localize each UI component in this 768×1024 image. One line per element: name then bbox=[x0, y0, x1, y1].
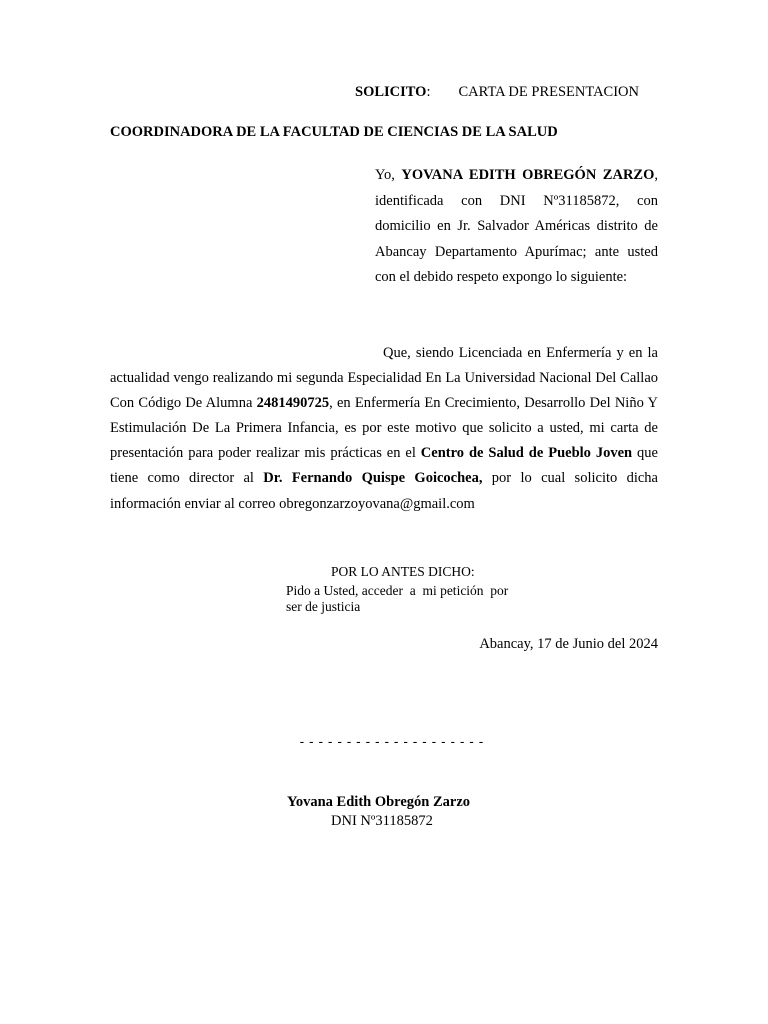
body-part-1: Que, siendo Licenciada en Enfermería y en la actualidad vengo realizando mi segunda Especialidad En La Universidad Nacional Del Callao Con Código De Alumna bbox=[110, 345, 658, 412]
closing-request bbox=[286, 583, 554, 614]
body-paragraph bbox=[110, 341, 658, 517]
solicito-value: CARTA DE PRESENTACION bbox=[458, 84, 639, 100]
signer-name: Yovana Edith Obregón Zarzo bbox=[287, 794, 471, 810]
body-part-3: que tiene como director al bbox=[110, 445, 658, 487]
closing-request-line-2: ser de justicia bbox=[286, 598, 361, 614]
closing-heading: POR LO ANTES DICHO: bbox=[331, 564, 475, 579]
signer-dni: DNI Nº31185872 bbox=[331, 813, 433, 829]
closing-request-line-1: Pido a Usted, acceder a mi petición por bbox=[286, 583, 509, 598]
director-name: Dr. Fernando Quispe Goicochea, bbox=[263, 470, 483, 487]
health-center-name: Centro de Salud de Pueblo Joven bbox=[420, 445, 633, 462]
addressee: COORDINADORA DE LA FACULTAD DE CIENCIAS DE LA SALUD bbox=[110, 124, 558, 140]
intro-rest: , identificada con DNI Nº31185872, con domicilio en Jr. Salvador Américas distrito de Abancay Departamento Apurímac; ante usted con el debido respeto expongo lo siguiente: bbox=[375, 167, 658, 285]
place-date: Abancay, 17 de Junio del 2024 bbox=[479, 636, 658, 652]
applicant-name: YOVANA EDITH OBREGÓN ZARZO bbox=[401, 167, 655, 183]
intro-yo: Yo, bbox=[375, 167, 402, 183]
solicito-label: SOLICITO bbox=[355, 84, 427, 100]
body-part-4: por lo cual solicito dicha información enviar al correo obregonzarzoyovana@gmail.com bbox=[110, 470, 658, 512]
intro-paragraph bbox=[375, 163, 658, 291]
signature-line: -------------------- bbox=[298, 735, 487, 750]
body-part-2: , en Enfermería En Crecimiento, Desarrollo Del Niño Y Estimulación De La Primera Infancia, es por este motivo que solicito a usted, mi carta de presentación para poder realizar mis prácticas en el bbox=[110, 395, 658, 462]
solicito-line bbox=[355, 84, 639, 101]
student-code: 2481490725 bbox=[256, 395, 330, 412]
solicito-colon: : bbox=[426, 84, 431, 100]
